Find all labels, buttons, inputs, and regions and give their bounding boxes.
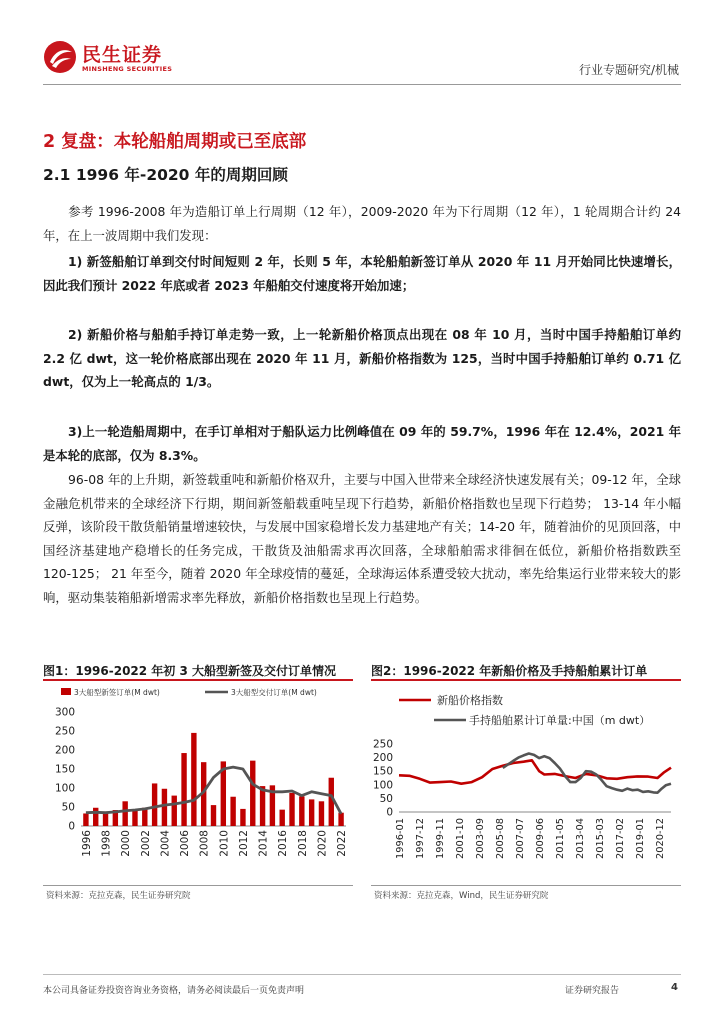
x-tick-label: 2019-01 [635,818,646,859]
legend-new-orders-label: 3大船型新签订单(M dwt) [74,688,160,697]
bar-new-orders-2013 [250,761,255,826]
bar-new-orders-2019 [309,799,314,826]
y-tick-label: 150 [372,765,393,778]
bar-new-orders-2000 [122,801,127,826]
x-tick-label: 2020 [316,830,329,857]
bar-new-orders-2006 [181,753,186,826]
paragraph-point-3: 3)上一轮造船周期中，在手订单相对于船队运力比例峰值在 09 年的 59.7%，1996 年在 12.4%，2021 年是本轮的底部，仅为 8.3%。 [43,424,681,463]
x-tick-label: 2006 [179,830,192,857]
x-tick-label: 2017-02 [615,818,626,859]
x-tick-label: 2000 [120,830,133,857]
x-tick-label: 2018 [296,830,309,857]
figure2-title-underline [371,679,681,681]
x-tick-label: 2010 [218,830,231,857]
figure1-title: 图1：1996-2022 年初 3 大船型新签及交付订单情况 [43,664,337,678]
bar-new-orders-2018 [299,796,304,826]
legend-price-index-label: 新船价格指数 [437,694,503,707]
section-subtitle: 2.1 1996 年-2020 年的周期回顾 [43,166,288,184]
y-tick-label: 150 [54,763,75,776]
figure1-chart [43,684,355,884]
bar-new-orders-2007 [191,733,196,826]
y-tick-label: 100 [54,782,75,795]
y-tick-label: 300 [54,706,75,719]
x-tick-label: 2013-04 [575,818,586,859]
x-tick-label: 2002 [139,830,152,857]
legend-deliveries-label: 3大船型交付订单(M dwt) [231,688,317,697]
bar-new-orders-2020 [319,801,324,826]
bar-new-orders-2017 [289,793,294,826]
x-tick-label: 2009-06 [535,818,546,859]
x-tick-label: 1996-01 [395,818,406,859]
figure1-title-underline [43,679,353,681]
y-tick-label: 250 [372,738,393,751]
y-tick-label: 250 [54,725,75,738]
figure1-source: 资料来源：克拉克森，民生证券研究院 [46,891,191,901]
bar-new-orders-2003 [152,783,157,826]
y-tick-label: 200 [54,744,75,757]
figure2-source-divider [371,885,681,886]
footer-divider [43,974,681,975]
bar-new-orders-2005 [172,796,177,826]
bar-new-orders-2014 [260,786,265,826]
y-tick-label: 50 [379,792,393,805]
x-tick-label: 1997-12 [415,818,426,859]
y-tick-label: 100 [372,779,393,792]
y-tick-label: 50 [61,801,75,814]
x-tick-label: 2014 [257,830,270,857]
figure2-source: 资料来源：克拉克森，Wind，民生证券研究院 [374,891,549,901]
paragraph-intro: 参考 1996-2008 年为造船订单上行周期（12 年），2009-2020 年为下行周期（12 年），1 轮周期合计约 24 年，在上一波周期中我们发现： [43,204,681,243]
x-tick-label: 2004 [159,830,172,857]
bar-new-orders-2009 [211,805,216,826]
figure2-chart [371,684,683,884]
x-tick-label: 2022 [336,830,349,857]
bar-new-orders-2022 [338,813,343,826]
figure2-title: 图2：1996-2022 年新船价格及手持船舶累计订单 [371,664,648,678]
x-tick-label: 2007-07 [515,818,526,859]
logo-english-name: MINSHENG SECURITIES [82,65,173,73]
header-divider [43,84,681,85]
y-tick-label: 200 [372,752,393,765]
paragraph-point-2: 2) 新船价格与船舶手持订单走势一致，上一轮新船价格顶点出现在 08 年 10 月，当时中国手持船舶订单约 2.2 亿 dwt，这一轮价格底部出现在 2020 年 11 月，新船价格指数为 125，当时中国手持船舶订单约 0.71 亿 dwt，仅为上一轮高点的 1/3。 [43,327,681,389]
x-tick-label: 1998 [100,830,113,857]
x-tick-label: 2001-10 [455,818,466,859]
bar-new-orders-2004 [162,789,167,826]
bar-new-orders-1996 [83,813,88,826]
x-tick-label: 2011-05 [555,818,566,859]
bar-new-orders-2012 [240,809,245,826]
report-category: 行业专题研究/机械 [578,63,679,77]
paragraph-point-1: 1) 新签船舶订单到交付时间短则 2 年，长则 5 年，本轮船舶新签订单从 2020 年 11 月开始同比快速增长，因此我们预计 2022 年底或者 2023 年船舶交付速度将开始加速； [43,254,681,293]
x-tick-label: 2020-12 [655,818,666,859]
bar-new-orders-2016 [280,810,285,826]
section-title: 2 复盘：本轮船舶周期或已至底部 [43,132,307,152]
legend-orderbook-label: 手持船舶累计订单量:中国（m dwt） [469,714,651,727]
legend-new-orders-swatch [61,688,71,695]
x-tick-label: 2003-09 [475,818,486,859]
y-tick-label: 0 [386,806,393,819]
x-tick-label: 2016 [277,830,290,857]
figure1-source-divider [43,885,353,886]
x-tick-label: 2012 [237,830,250,857]
footer-report-type: 证券研究报告 [565,986,620,996]
x-tick-label: 1996 [80,830,93,857]
bar-new-orders-2011 [230,797,235,826]
paragraph-review: 96-08 年的上升期，新签载重吨和新船价格双升，主要与中国入世带来全球经济快速发展有关；09-12 年，全球金融危机带来的全球经济下行期，期间新签船载重吨呈现下行趋势，新船价格指数也呈现下行趋势； 13-14 年小幅反弹，该阶段干散货船销量增速较快，与发展中国家稳增长发力基建地产有关；14-20 年，随着油价的见顶回落，中国经济基建地产稳增长的任务完成，干散货及油船需求再次回落，全球船舶需求徘徊在低位，新船价格指数跌至 120-125； 21 年至今，随着 2020 年全球疫情的蔓延，全球海运体系遭受较大扰动，率先给集运行业带来较大的影响，驱动集装箱船新增需求率先释放，新船价格指数也呈现上行趋势。 [43,472,681,605]
x-tick-label: 2015-03 [595,818,606,859]
minsheng-logo-icon [43,40,77,74]
y-tick-label: 0 [68,820,75,833]
logo-chinese-name: 民生证券 [82,44,163,66]
x-tick-label: 2008 [198,830,211,857]
x-tick-label: 2005-08 [495,818,506,859]
footer-disclaimer: 本公司具备证券投资咨询业务资格，请务必阅读最后一页免责声明 [43,986,305,996]
line-new-ship-price-index [399,760,671,783]
x-tick-label: 1999-11 [435,818,446,859]
bar-new-orders-1997 [93,808,98,826]
bar-new-orders-2001 [132,809,137,826]
page-number: 4 [671,982,678,993]
